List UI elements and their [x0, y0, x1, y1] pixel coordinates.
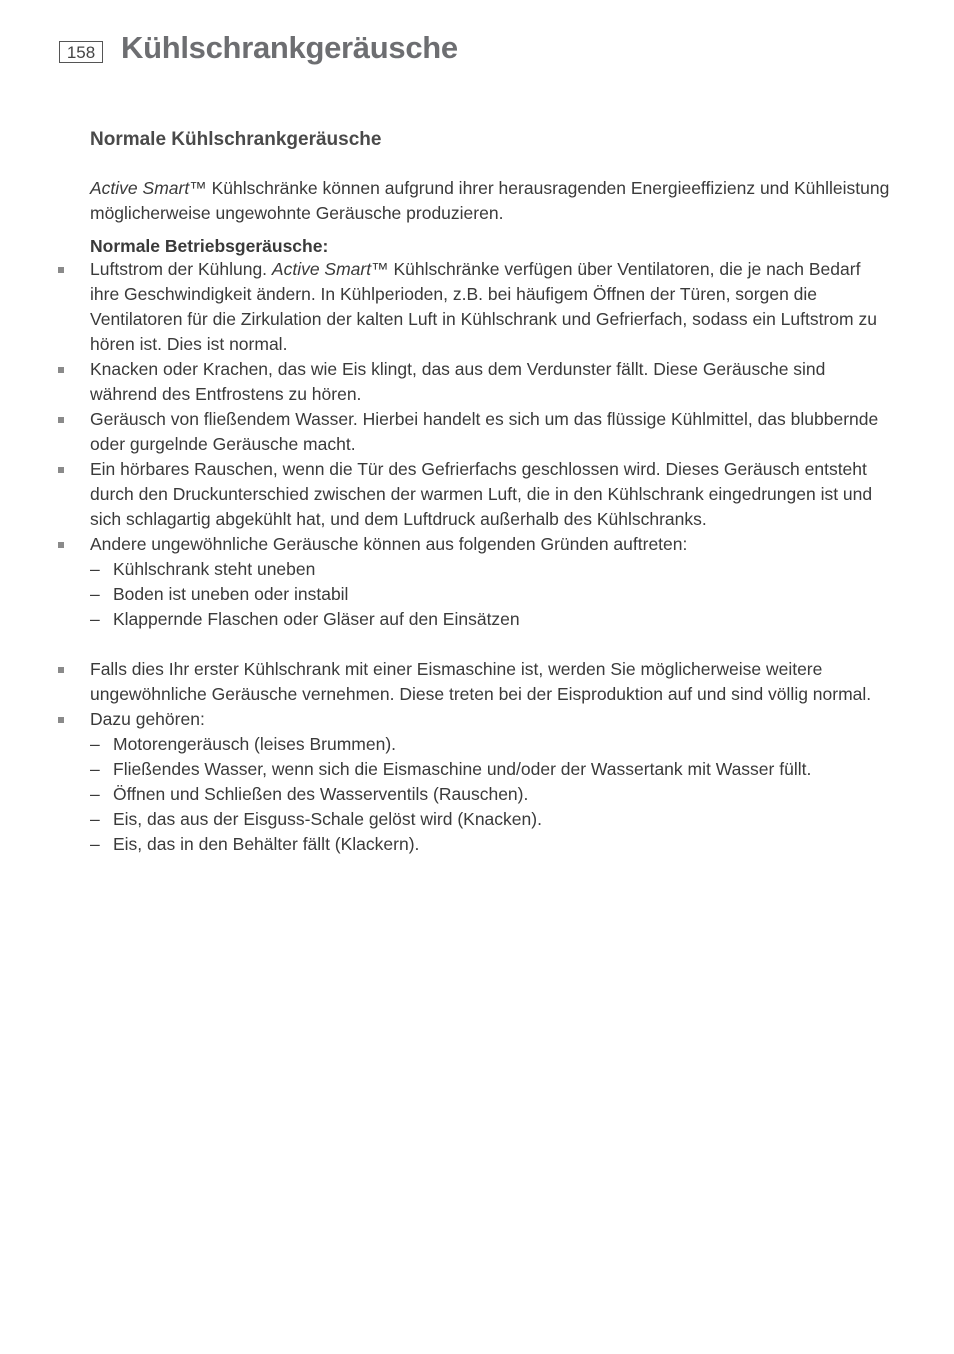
bullet-text: Knacken oder Krachen, das wie Eis klingt, das aus dem Verdunster fällt. Diese Geräusche sind während des Entfrostens zu hören.	[90, 359, 826, 404]
content	[90, 126, 890, 857]
sub-item-text: Eis, das in den Behälter fällt (Klackern).	[113, 834, 420, 854]
sub-item-text: Eis, das aus der Eisguss-Schale gelöst wird (Knacken).	[113, 809, 542, 829]
sub-item-text: Klappernde Flaschen oder Gläser auf den Einsätzen	[113, 609, 520, 629]
section-heading: Normale Kühlschrankgeräusche	[90, 129, 382, 150]
list-item	[90, 707, 890, 732]
subheading: Normale Betriebsgeräusche:	[90, 236, 329, 256]
list-item	[90, 457, 890, 532]
dash-icon: –	[90, 584, 100, 604]
sub-list-item	[90, 607, 890, 632]
bullet-text: Falls dies Ihr erster Kühlschrank mit einer Eismaschine ist, werden Sie möglicherweise weitere ungewöhnliche Geräusche vernehmen. Diese treten bei der Eisproduktion auf und sind völlig normal.	[90, 659, 872, 704]
list-item	[90, 657, 890, 707]
sub-item-text: Boden ist uneben oder instabil	[113, 584, 349, 604]
sub-list-item	[90, 732, 890, 757]
sub-item-text: Motorengeräusch (leises Brummen).	[113, 734, 397, 754]
list-item	[90, 407, 890, 457]
dash-icon: –	[90, 784, 100, 804]
sub-list-item	[90, 757, 890, 782]
dash-icon: –	[90, 834, 100, 854]
page-title: Kühlschrankgeräusche	[121, 30, 458, 65]
bullet-text: Geräusch von fließendem Wasser. Hierbei handelt es sich um das flüssige Kühlmittel, das blubbernde oder gurgelnde Geräusche macht.	[90, 409, 879, 454]
sub-list-item	[90, 832, 890, 857]
bullet-square-icon	[58, 367, 64, 373]
dash-icon: –	[90, 759, 100, 779]
bullet-text: Kühlschränke verfügen über Ventilatoren, die je nach Bedarf ihre Geschwindigkeit ändern. In Kühlperioden, z.B. bei häufigem Öffnen der Türen, sorgen die Ventilatoren für die Zirkulation der kalten Luft in Kühlschrank und Gefrierfach, sodass ein Luftstrom zu hören ist. Dies ist normal.	[90, 259, 877, 354]
bullet-square-icon	[58, 667, 64, 673]
bullet-square-icon	[58, 717, 64, 723]
sub-list-item	[90, 557, 890, 582]
list-item	[90, 532, 890, 557]
bullet-square-icon	[58, 267, 64, 273]
bullet-square-icon	[58, 467, 64, 473]
bullet-text: Ein hörbares Rauschen, wenn die Tür des Gefrierfachs geschlossen wird. Dieses Geräusch entsteht durch den Druckunterschied zwischen der warmen Luft, die in den Kühlschrank eingedrungen ist und sich schlagartig abgekühlt hat, und dem Luftdruck außerhalb des Kühlschranks.	[90, 459, 873, 529]
dash-icon: –	[90, 809, 100, 829]
sub-item-text: Kühlschrank steht uneben	[113, 559, 316, 579]
intro-paragraph	[90, 176, 890, 226]
dash-icon: –	[90, 609, 100, 629]
list-item	[90, 257, 890, 357]
bullet-text: Dazu gehören:	[90, 709, 205, 729]
list-item	[90, 357, 890, 407]
page-number: 158	[59, 41, 103, 63]
bullet-text: Luftstrom der Kühlung.	[90, 259, 272, 279]
brand-name: Active Smart™	[271, 259, 389, 279]
sub-list-item	[90, 782, 890, 807]
sub-list-item	[90, 582, 890, 607]
dash-icon: –	[90, 559, 100, 579]
sub-item-text: Öffnen und Schließen des Wasserventils (Rauschen).	[113, 784, 529, 804]
bullet-square-icon	[58, 542, 64, 548]
bullet-text: Andere ungewöhnliche Geräusche können aus folgenden Gründen auftreten:	[90, 534, 688, 554]
sub-item-text: Fließendes Wasser, wenn sich die Eismaschine und/oder der Wassertank mit Wasser füllt.	[113, 759, 812, 779]
brand-name: Active Smart™	[90, 178, 207, 198]
spacer	[90, 632, 890, 657]
bullet-square-icon	[58, 417, 64, 423]
sub-list-item	[90, 807, 890, 832]
dash-icon: –	[90, 734, 100, 754]
intro-text: Kühlschränke können aufgrund ihrer herausragenden Energieeffizienz und Kühlleistung möglicherweise ungewohnte Geräusche produzieren.	[90, 178, 890, 223]
